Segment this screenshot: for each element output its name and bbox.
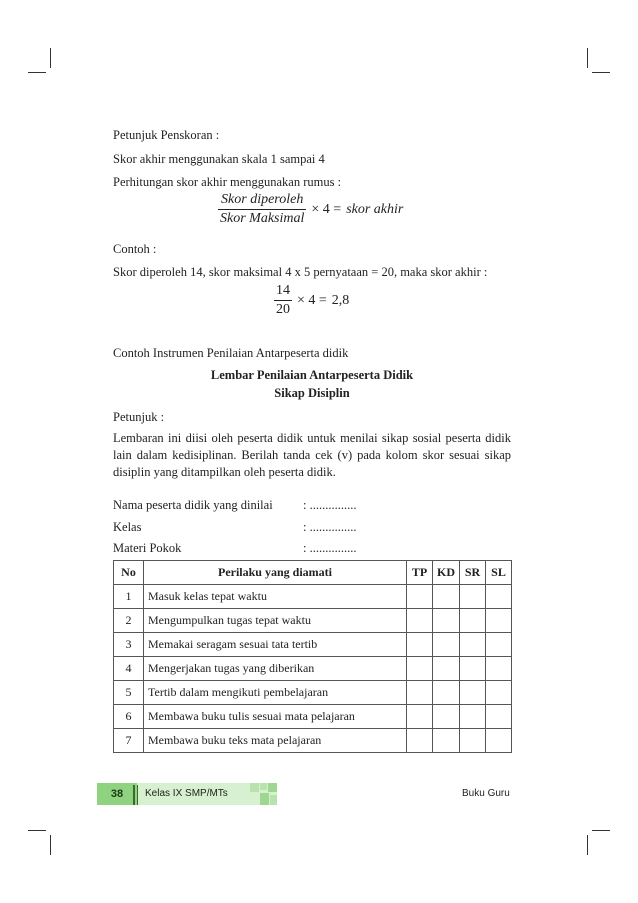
crop-mark: [50, 835, 51, 855]
formula-intro: Perhitungan skor akhir menggunakan rumus :: [113, 175, 342, 189]
footer-book-type: Buku Guru: [462, 788, 510, 799]
page-number: 38: [97, 783, 137, 805]
score-cell-tp[interactable]: [407, 657, 433, 681]
score-cell-kd[interactable]: [433, 585, 460, 609]
table-row: [114, 585, 512, 609]
footer-decoration: [250, 783, 277, 805]
crop-mark: [592, 72, 610, 73]
instrument-title: Lembar Penilaian Antarpeserta Didik: [210, 368, 414, 382]
score-cell-sl[interactable]: [486, 585, 512, 609]
formula-numerator: Skor diperoleh: [221, 192, 304, 207]
instrument-subtitle: Sikap Disiplin: [274, 386, 350, 400]
score-cell-kd[interactable]: [433, 729, 460, 753]
formula-operator: × 4 =: [311, 201, 342, 217]
score-cell-kd[interactable]: [433, 705, 460, 729]
score-cell-kd[interactable]: [433, 609, 460, 633]
table-header-row: [114, 561, 512, 585]
row-number: 3: [114, 633, 144, 657]
score-cell-sr[interactable]: [460, 705, 486, 729]
instruction-text: Lembaran ini diisi oleh peserta didik untuk menilai sikap sosial peserta didik lain dalam kedisiplinan. Berilah tanda cek (v) pada kolom skor sesuai sikap disiplin yang ditampilkan oleh peserta didik.: [113, 431, 511, 479]
scoring-scale: Skor akhir menggunakan skala 1 sampai 4: [113, 152, 325, 166]
footer-divider: [133, 785, 135, 805]
row-behavior: Memakai seragam sesuai tata tertib: [144, 633, 407, 657]
header-sl: SL: [486, 561, 512, 585]
row-number: 7: [114, 729, 144, 753]
crop-mark: [592, 830, 610, 831]
crop-mark: [28, 72, 46, 73]
header-sr: SR: [460, 561, 486, 585]
crop-mark: [587, 835, 588, 855]
score-cell-sr[interactable]: [460, 681, 486, 705]
field-value: : ...............: [303, 520, 357, 534]
score-cell-tp[interactable]: [407, 705, 433, 729]
scoring-heading: Petunjuk Penskoran :: [113, 128, 220, 142]
crop-mark: [587, 48, 588, 68]
table-row: [114, 729, 512, 753]
row-number: 2: [114, 609, 144, 633]
footer-book-class: Kelas IX SMP/MTs: [145, 788, 228, 799]
score-formula: [218, 192, 403, 227]
score-cell-sr[interactable]: [460, 609, 486, 633]
crop-mark: [50, 48, 51, 68]
row-behavior: Membawa buku tulis sesuai mata pelajaran: [144, 705, 407, 729]
score-cell-sl[interactable]: [486, 681, 512, 705]
instrument-intro: Contoh Instrumen Penilaian Antarpeserta didik: [113, 346, 349, 360]
score-cell-sr[interactable]: [460, 729, 486, 753]
row-behavior: Masuk kelas tepat waktu: [144, 585, 407, 609]
field-value: : ...............: [303, 498, 357, 512]
example-text: Skor diperoleh 14, skor maksimal 4 x 5 pernyataan = 20, maka skor akhir :: [113, 265, 488, 279]
header-kd: KD: [433, 561, 460, 585]
row-number: 4: [114, 657, 144, 681]
formula-result: skor akhir: [346, 201, 404, 217]
table-row: [114, 657, 512, 681]
table-row: [114, 633, 512, 657]
score-cell-tp[interactable]: [407, 585, 433, 609]
table-row: [114, 681, 512, 705]
example-result: 2,8: [331, 292, 350, 308]
table-row: [114, 609, 512, 633]
score-cell-sl[interactable]: [486, 729, 512, 753]
example-label: Contoh :: [113, 242, 157, 256]
score-cell-sr[interactable]: [460, 633, 486, 657]
score-cell-tp[interactable]: [407, 633, 433, 657]
header-no: No: [114, 561, 144, 585]
crop-mark: [28, 830, 46, 831]
row-number: 5: [114, 681, 144, 705]
score-cell-tp[interactable]: [407, 681, 433, 705]
assessment-table: [113, 560, 512, 753]
score-cell-kd[interactable]: [433, 657, 460, 681]
score-cell-kd[interactable]: [433, 633, 460, 657]
row-behavior: Membawa buku teks mata pelajaran: [144, 729, 407, 753]
score-cell-kd[interactable]: [433, 681, 460, 705]
field-label: Materi Pokok: [113, 541, 182, 555]
score-cell-sr[interactable]: [460, 657, 486, 681]
row-behavior: Tertib dalam mengikuti pembelajaran: [144, 681, 407, 705]
example-formula: [274, 283, 349, 318]
score-cell-sl[interactable]: [486, 657, 512, 681]
field-value: : ...............: [303, 541, 357, 555]
row-number: 6: [114, 705, 144, 729]
score-cell-tp[interactable]: [407, 609, 433, 633]
example-denominator: 20: [276, 302, 290, 317]
score-cell-sl[interactable]: [486, 633, 512, 657]
header-behavior: Perilaku yang diamati: [144, 561, 407, 585]
instruction-label: Petunjuk :: [113, 410, 165, 424]
score-cell-sr[interactable]: [460, 585, 486, 609]
table-row: [114, 705, 512, 729]
score-cell-sl[interactable]: [486, 609, 512, 633]
score-cell-sl[interactable]: [486, 705, 512, 729]
row-behavior: Mengumpulkan tugas tepat waktu: [144, 609, 407, 633]
example-operator: × 4 =: [297, 292, 327, 308]
row-behavior: Mengerjakan tugas yang diberikan: [144, 657, 407, 681]
row-number: 1: [114, 585, 144, 609]
formula-denominator: Skor Maksimal: [220, 211, 305, 226]
example-numerator: 14: [276, 283, 290, 298]
score-cell-tp[interactable]: [407, 729, 433, 753]
field-label: Kelas: [113, 520, 142, 534]
header-tp: TP: [407, 561, 433, 585]
footer-divider: [137, 785, 138, 805]
field-label: Nama peserta didik yang dinilai: [113, 498, 273, 512]
